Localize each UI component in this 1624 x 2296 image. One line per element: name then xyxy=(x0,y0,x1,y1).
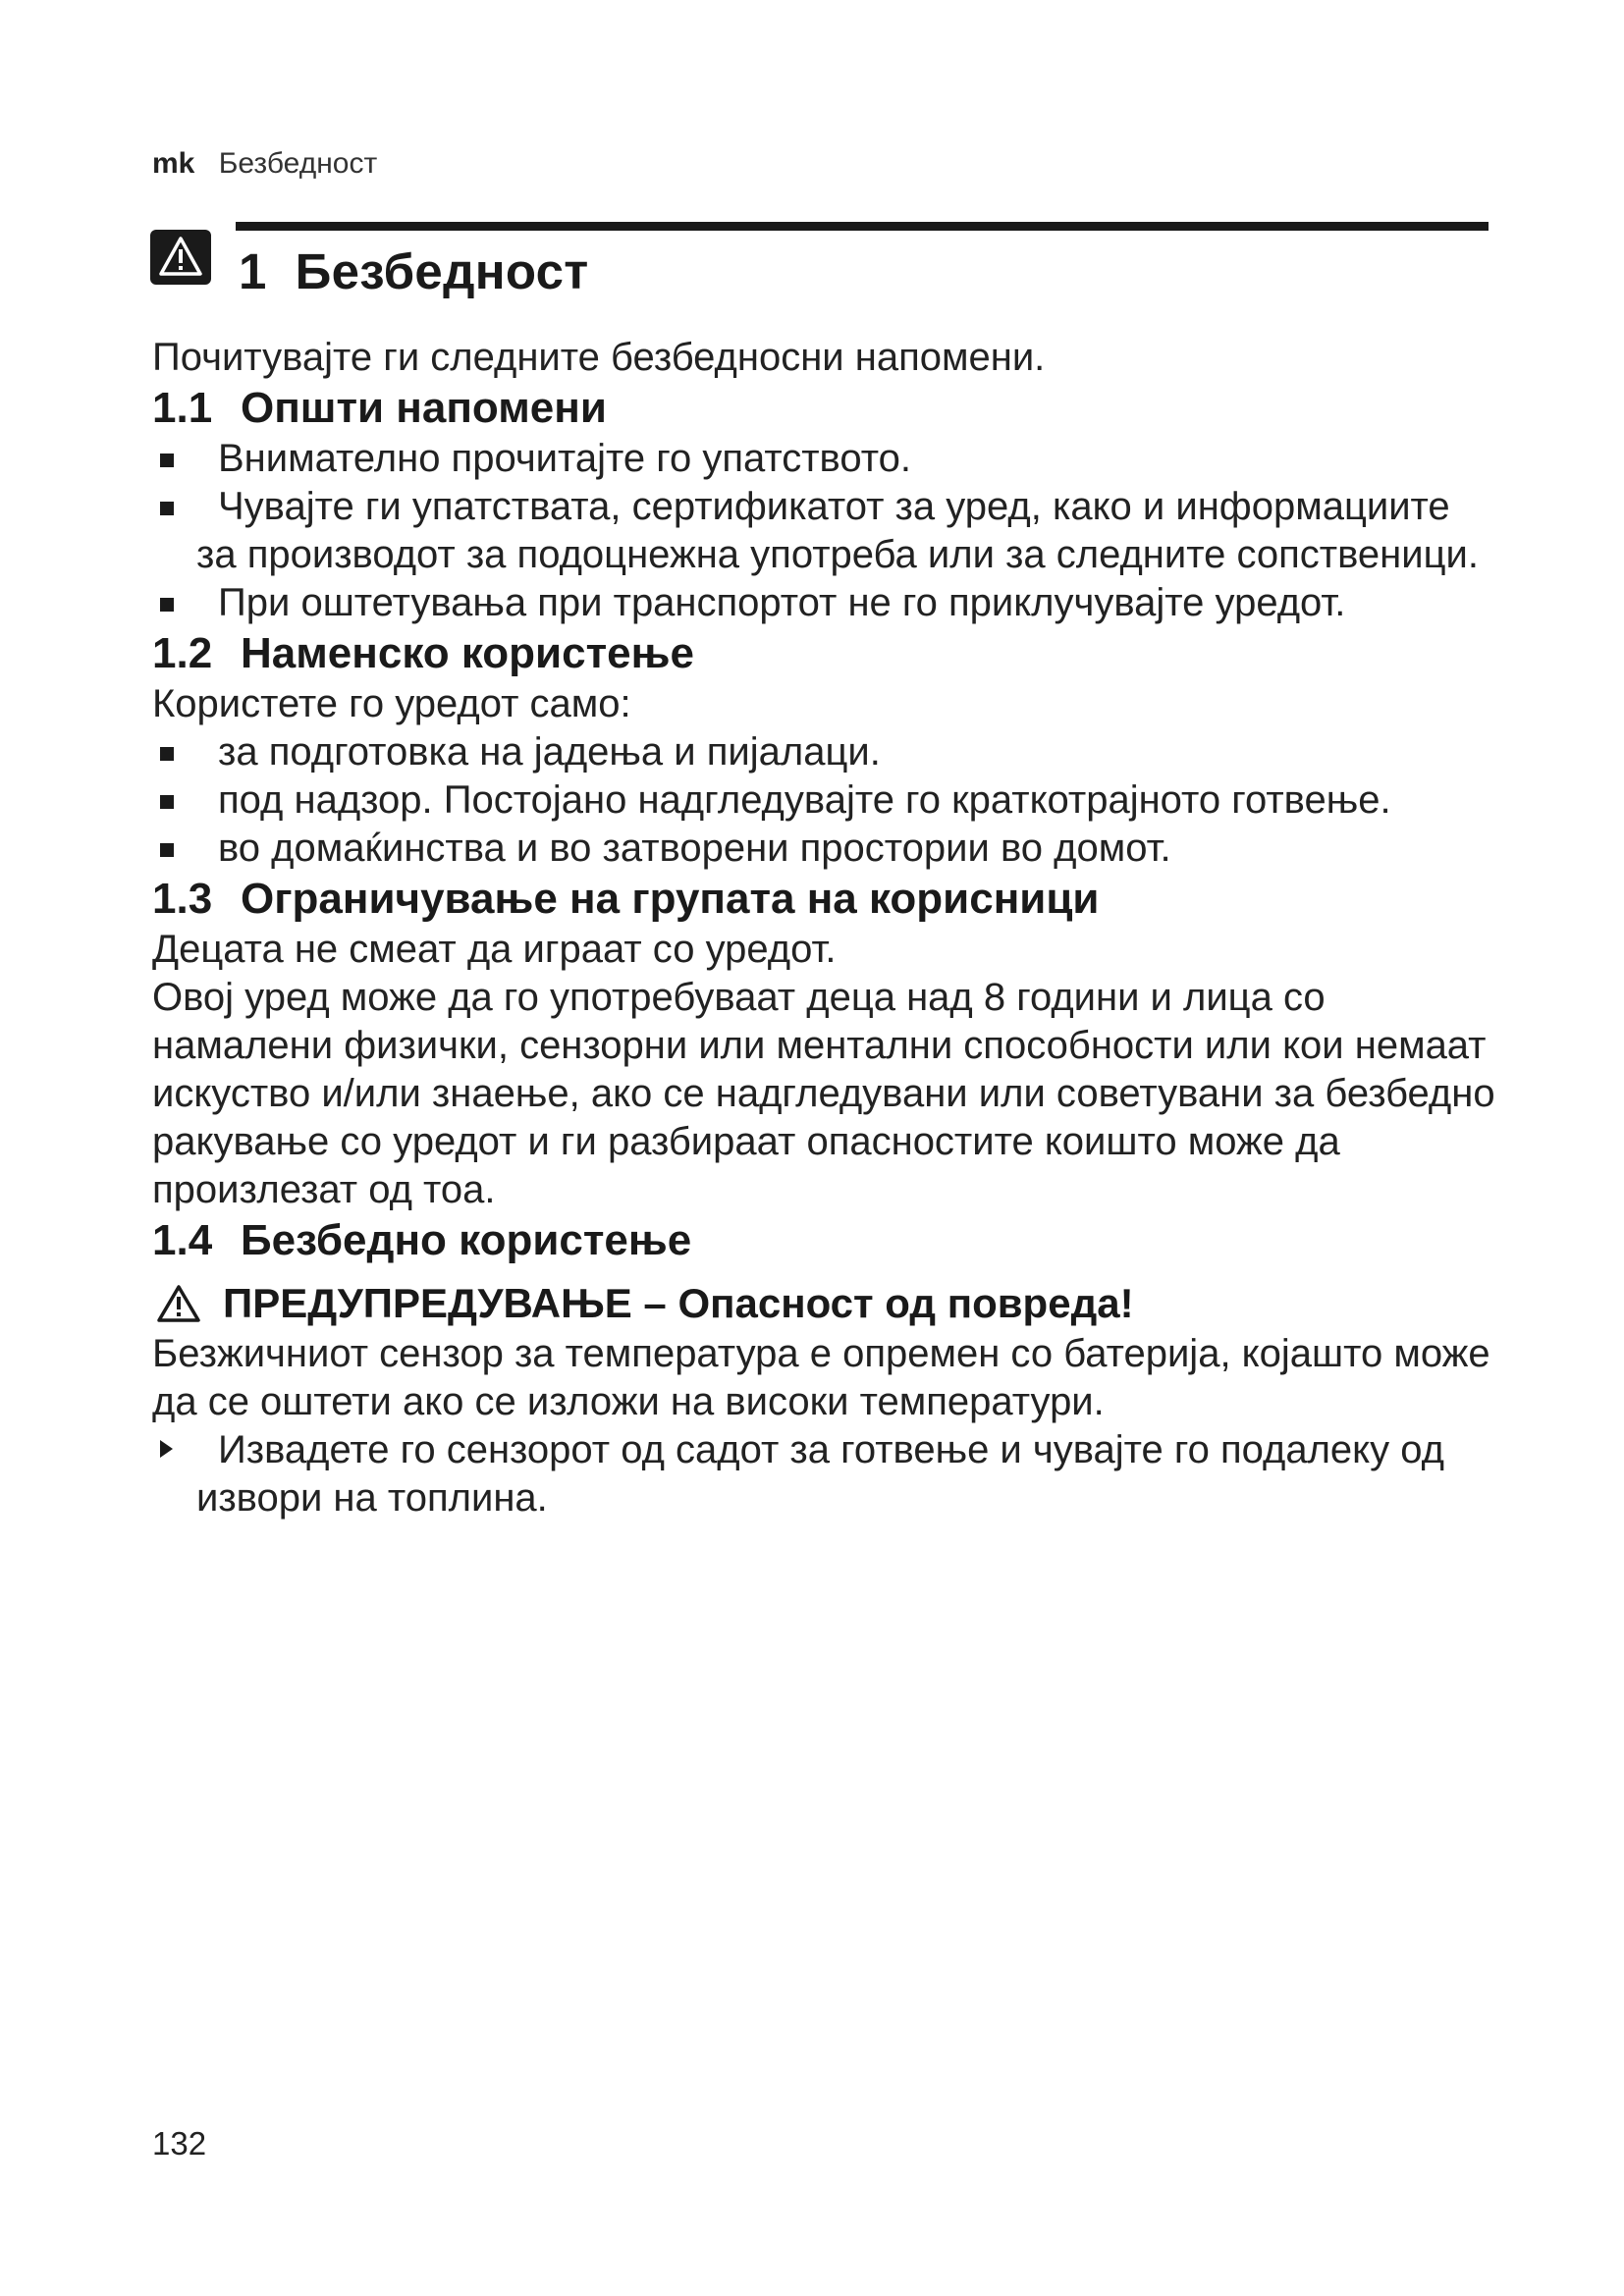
running-header xyxy=(152,147,377,181)
section-heading-intended-use xyxy=(152,627,1497,680)
user-restrictions-paragraph: Децата не смеат да играат со уредот. xyxy=(152,928,837,971)
language-code: mk xyxy=(152,147,195,180)
bullet-square-icon xyxy=(160,843,174,857)
section-title: Ограничување на групата на корисници xyxy=(241,875,1100,923)
action-arrow-icon xyxy=(160,1440,173,1458)
section-number: 1.4 xyxy=(152,1216,213,1264)
warning-heading xyxy=(152,1277,1497,1330)
list-item: под надзор. Постојано надгледувајте го краткотрајното готвење. xyxy=(152,776,1497,825)
bullet-square-icon xyxy=(160,598,174,612)
intended-use-lead: Користете го уредот само: xyxy=(152,682,631,725)
section-number: 1.1 xyxy=(152,384,213,432)
list-item: Чувајте ги упатствата, сертификатот за уред, како и информациите за производот за подоцнежна употреба или за следните сопственици. xyxy=(152,483,1497,579)
section-title: Општи напомени xyxy=(241,384,607,432)
section-heading-general-notes xyxy=(152,382,1497,435)
running-header-section: Безбедност xyxy=(218,147,378,180)
bullet-square-icon xyxy=(160,795,174,809)
list-item: При оштетувања при транспортот не го приклучувајте уредот. xyxy=(152,579,1497,627)
chapter-title xyxy=(239,242,589,300)
user-restrictions-paragraph: Овој уред може да го употребуваат деца над 8 години и лица со намалени физички, сензорни или ментални способности или кои немаат искуство и/или знаење, ако се надгледувани или советувани за безбедно ракување со уредот и ги разбираат опасностите коишто може да произлезат од тоа. xyxy=(152,976,1495,1211)
warning-text: Безжичниот сензор за температура е опремен со батерија, којашто може да се оштети ако се изложи на високи температури. xyxy=(152,1332,1490,1423)
chapter-number: 1 xyxy=(239,243,267,299)
warning-action-list xyxy=(152,1426,1497,1522)
section-title: Наменско користење xyxy=(241,629,694,677)
list-item: за подготовка на јадења и пијалаци. xyxy=(152,728,1497,776)
bullet-square-icon xyxy=(160,502,174,515)
content xyxy=(152,334,1497,1522)
chapter-rule xyxy=(236,222,1489,231)
general-notes-list xyxy=(152,435,1497,627)
intro-text: Почитувајте ги следните безбедносни напомени. xyxy=(152,336,1046,379)
warning-icon xyxy=(150,230,211,285)
warning-title: ПРЕДУПРЕДУВАЊЕ – Опасност од повреда! xyxy=(223,1280,1134,1326)
intended-use-list xyxy=(152,728,1497,873)
section-number: 1.3 xyxy=(152,875,213,923)
bullet-square-icon xyxy=(160,454,174,467)
list-item: Внимателно прочитајте го упатството. xyxy=(152,435,1497,483)
list-item: во домаќинства и во затворени простории во домот. xyxy=(152,825,1497,873)
list-item: Извадете го сензорот од садот за готвење и чувајте го подалеку од извори на топлина. xyxy=(152,1426,1497,1522)
page-number: 132 xyxy=(152,2125,207,2162)
warning-triangle-icon xyxy=(156,1284,201,1323)
section-number: 1.2 xyxy=(152,629,213,677)
chapter-title-text: Безбедност xyxy=(295,243,589,299)
section-title: Безбедно користење xyxy=(241,1216,692,1264)
section-heading-user-restrictions xyxy=(152,873,1497,926)
section-heading-safe-use xyxy=(152,1214,1497,1267)
bullet-square-icon xyxy=(160,747,174,761)
